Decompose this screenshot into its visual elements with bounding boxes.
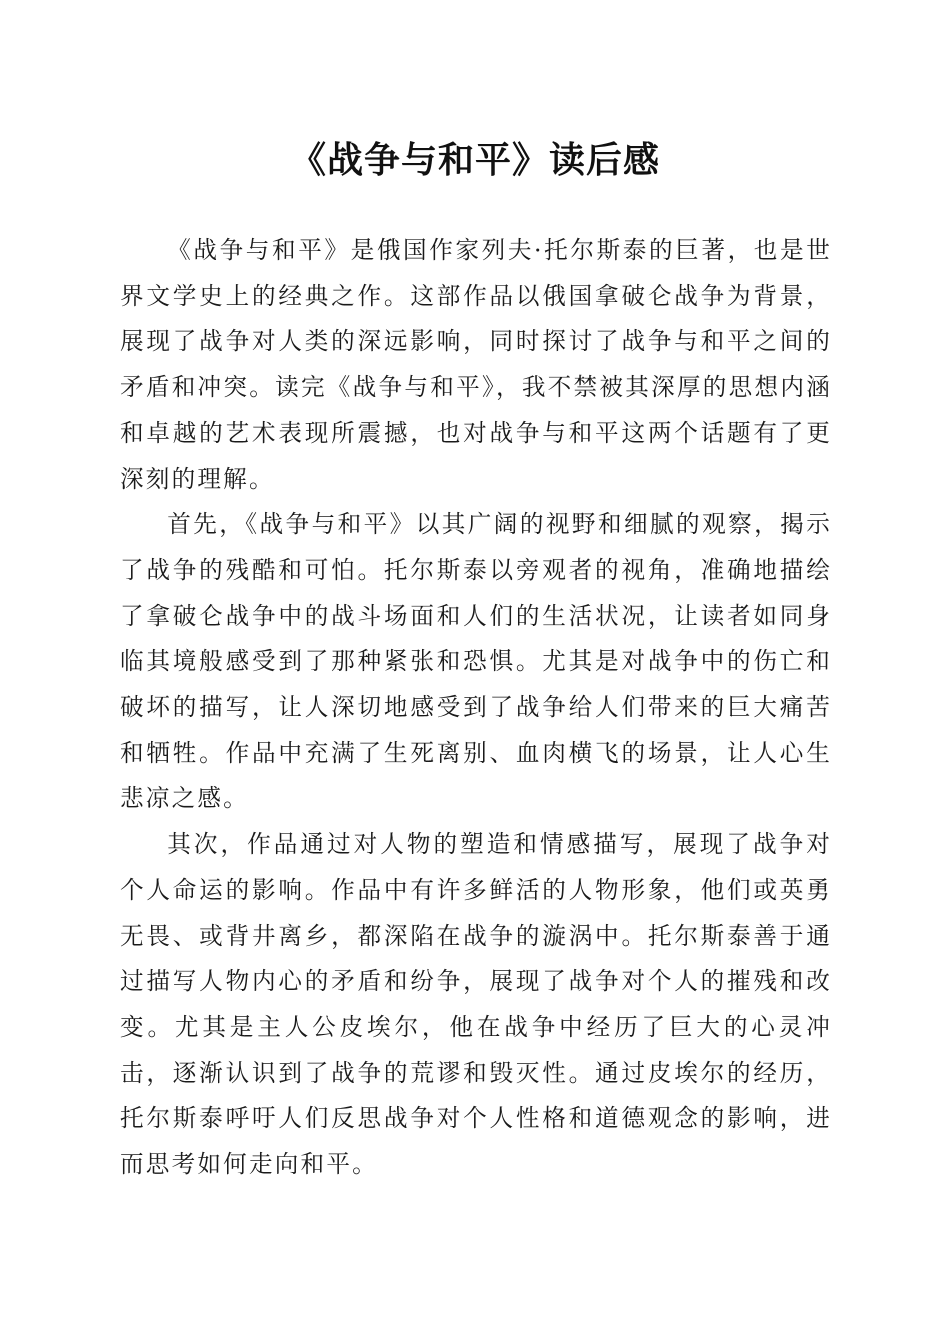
paragraph-2: 首先，《战争与和平》以其广阔的视野和细腻的观察，揭示了战争的残酷和可怕。托尔斯泰以旁观者的视角，准确地描绘了拿破仑战争中的战斗场面和人们的生活状况，让读者如同身临其境般感受到了那种紧张和恐惧。尤其是对战争中的伤亡和破坏的描写，让人深切地感受到了战争给人们带来的巨大痛苦和牺牲。作品中充满了生死离别、血肉横飞的场景，让人心生悲凉之感。 xyxy=(120,510,832,813)
document-title: 《战争与和平》读后感 xyxy=(289,139,660,181)
paragraph-1: 《战争与和平》是俄国作家列夫·托尔斯泰的巨著，也是世界文学史上的经典之作。这部作品以俄国拿破仑战争为背景，展现了战争对人类的深远影响，同时探讨了战争与和平之间的矛盾和冲突。读完《战争与和平》，我不禁被其深厚的思想内涵和卓越的艺术表现所震撼，也对战争与和平这两个话题有了更深刻的理解。 xyxy=(120,236,832,493)
paragraph-3: 其次，作品通过对人物的塑造和情感描写，展现了战争对个人命运的影响。作品中有许多鲜活的人物形象，他们或英勇无畏、或背井离乡，都深陷在战争的漩涡中。托尔斯泰善于通过描写人物内心的矛盾和纷争，展现了战争对个人的摧残和改变。尤其是主人公皮埃尔，他在战争中经历了巨大的心灵冲击，逐渐认识到了战争的荒谬和毁灭性。通过皮埃尔的经历，托尔斯泰呼吁人们反思战争对个人性格和道德观念的影响，进而思考如何走向和平。 xyxy=(120,830,832,1179)
document-body xyxy=(120,228,832,1188)
